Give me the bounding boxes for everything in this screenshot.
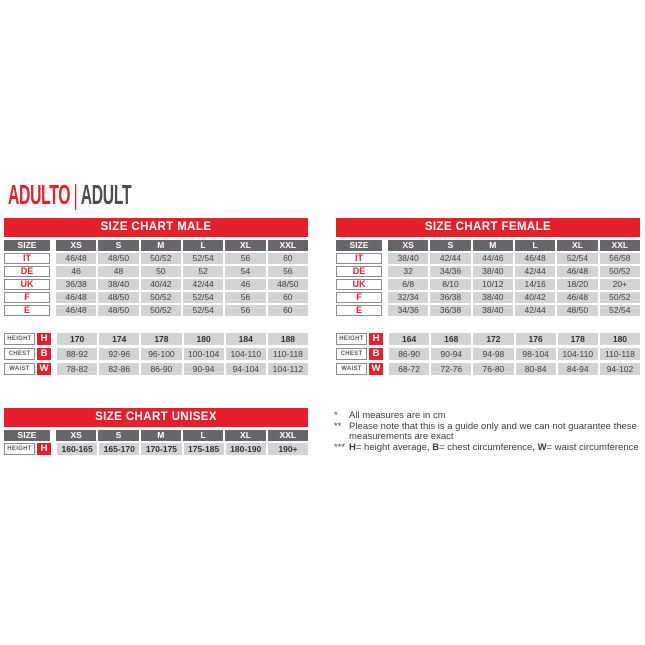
value-cell: 168: [431, 333, 471, 345]
value-cell: 60: [268, 305, 308, 316]
value-cell: 48/50: [98, 292, 138, 303]
value-cell: 76-80: [473, 363, 513, 375]
value-cell: 46/48: [56, 253, 96, 264]
footnote-segment: = waist circumference: [546, 441, 639, 453]
value-cell: 170: [57, 333, 97, 345]
value-cell: 60: [268, 292, 308, 303]
value-cell: 56: [225, 253, 265, 264]
size-chart-male-banner: SIZE CHART MALE: [4, 218, 308, 237]
value-cell: 52/54: [183, 292, 223, 303]
value-cell: 8/10: [430, 279, 470, 290]
row-values: [57, 348, 308, 360]
value-cell: 6/8: [388, 279, 428, 290]
measurement-block-gap: [336, 318, 640, 333]
column-headers: [388, 240, 640, 251]
region-label-e: E: [4, 305, 50, 316]
row-values: [388, 292, 640, 303]
value-cell: 46: [56, 266, 96, 277]
value-cell: 56: [225, 305, 265, 316]
size-chart-unisex-banner: SIZE CHART UNISEX: [4, 408, 308, 427]
value-cell: 48/50: [98, 305, 138, 316]
column-header-row: [4, 240, 308, 251]
value-cell: 86-90: [141, 363, 181, 375]
footnote-segment: Please note that this is a guide only and we can not guarantee these measurements are exact: [349, 420, 637, 442]
column-header-xxl: XXL: [600, 240, 640, 251]
row-label-col: [336, 333, 383, 345]
value-cell: 178: [141, 333, 181, 345]
value-cell: 92-96: [99, 348, 139, 360]
table-body: [336, 253, 640, 375]
value-cell: 184: [226, 333, 266, 345]
value-cell: 80-84: [516, 363, 556, 375]
value-cell: 104-112: [268, 363, 308, 375]
size-row-de: [4, 266, 308, 277]
measure-label-chest: CHEST: [336, 348, 367, 360]
row-values: [388, 253, 640, 264]
measure-label-chest: CHEST: [4, 348, 35, 360]
column-headers: [56, 430, 308, 441]
measure-label-height: HEIGHT: [4, 333, 35, 345]
footnote-segment: H: [349, 441, 356, 453]
value-cell: 180: [184, 333, 224, 345]
value-cell: 20+: [600, 279, 640, 290]
value-cell: 90-94: [184, 363, 224, 375]
value-cell: 72-76: [431, 363, 471, 375]
value-cell: 18/20: [557, 279, 597, 290]
value-cell: 110-118: [600, 348, 640, 360]
column-header-xl: XL: [557, 240, 597, 251]
row-values: [57, 363, 308, 375]
value-cell: 160-165: [57, 443, 97, 455]
row-label-col: [336, 266, 382, 277]
row-values: [388, 279, 640, 290]
column-header-row: [336, 240, 640, 251]
value-cell: 100-104: [184, 348, 224, 360]
value-cell: 86-90: [389, 348, 429, 360]
value-cell: 34/36: [388, 305, 428, 316]
footnote-marker: *: [334, 410, 338, 421]
row-values: [389, 363, 640, 375]
size-row-f: [336, 292, 640, 303]
value-cell: 180-190: [226, 443, 266, 455]
value-cell: 188: [268, 333, 308, 345]
row-values: [56, 292, 308, 303]
value-cell: 165-170: [99, 443, 139, 455]
size-chart-male: [4, 218, 308, 378]
row-label-col: [336, 348, 383, 360]
title-adulto: ADULTO: [8, 179, 71, 210]
column-header-size: SIZE: [4, 240, 50, 251]
title-adult: ADULT: [80, 179, 132, 210]
value-cell: 42/44: [183, 279, 223, 290]
value-cell: 56: [268, 266, 308, 277]
column-header-row: [4, 430, 308, 441]
row-label-col: [4, 279, 50, 290]
column-header-s: S: [98, 240, 138, 251]
row-label-col: [4, 266, 50, 277]
page-title: [8, 179, 131, 211]
column-header-xxl: XXL: [268, 240, 308, 251]
column-headers: [56, 240, 308, 251]
value-cell: 52/54: [183, 253, 223, 264]
column-header-xs: XS: [388, 240, 428, 251]
value-cell: 50: [141, 266, 181, 277]
region-label-de: DE: [336, 266, 382, 277]
value-cell: 190+: [268, 443, 308, 455]
badge-b: B: [369, 348, 383, 360]
value-cell: 42/44: [515, 305, 555, 316]
value-cell: 38/40: [473, 266, 513, 277]
value-cell: 84-94: [558, 363, 598, 375]
measure-row-waist: [336, 363, 640, 375]
region-label-de: DE: [4, 266, 50, 277]
measure-label-height: HEIGHT: [336, 333, 367, 345]
footnote-marker: ***: [334, 441, 346, 453]
column-header-l: L: [515, 240, 555, 251]
value-cell: 94-98: [473, 348, 513, 360]
badge-h: H: [37, 333, 51, 345]
measure-row-height: [4, 443, 308, 455]
badge-w: W: [369, 363, 383, 375]
value-cell: 78-82: [57, 363, 97, 375]
column-header-l: L: [183, 430, 223, 441]
value-cell: 46/48: [557, 266, 597, 277]
value-cell: 104-110: [226, 348, 266, 360]
value-cell: 48/50: [98, 253, 138, 264]
size-row-uk: [4, 279, 308, 290]
footnote-text: [349, 443, 645, 454]
value-cell: 48: [98, 266, 138, 277]
column-header-xxl: XXL: [268, 430, 308, 441]
title-separator: |: [73, 179, 78, 210]
row-values: [56, 305, 308, 316]
table-body: [4, 253, 308, 375]
footnotes: [334, 411, 645, 453]
value-cell: 170-175: [141, 443, 181, 455]
footnote-marker: **: [334, 420, 342, 432]
value-cell: 46/48: [56, 292, 96, 303]
value-cell: 54: [225, 266, 265, 277]
region-label-e: E: [336, 305, 382, 316]
value-cell: 104-110: [558, 348, 598, 360]
value-cell: 88-92: [57, 348, 97, 360]
value-cell: 38/40: [388, 253, 428, 264]
column-header-size: SIZE: [4, 430, 50, 441]
value-cell: 172: [473, 333, 513, 345]
measure-label-height: HEIGHT: [4, 443, 35, 455]
value-cell: 48/50: [557, 305, 597, 316]
size-row-de: [336, 266, 640, 277]
column-header-m: M: [141, 430, 181, 441]
value-cell: 52/54: [557, 253, 597, 264]
value-cell: 38/40: [473, 292, 513, 303]
value-cell: 50/52: [600, 266, 640, 277]
measure-row-height: [336, 333, 640, 345]
value-cell: 14/16: [515, 279, 555, 290]
value-cell: 180: [600, 333, 640, 345]
footnote-2: [334, 422, 645, 443]
size-row-e: [4, 305, 308, 316]
measure-row-height: [4, 333, 308, 345]
column-header-xl: XL: [225, 240, 265, 251]
footnote-text: [349, 422, 645, 443]
value-cell: 174: [99, 333, 139, 345]
footnote-segment: W: [537, 441, 547, 453]
value-cell: 32: [388, 266, 428, 277]
row-label-col: [336, 279, 382, 290]
badge-h: H: [37, 443, 51, 455]
row-label-col: [4, 333, 51, 345]
value-cell: 48/50: [268, 279, 308, 290]
row-label-col: [4, 292, 50, 303]
value-cell: 38/40: [473, 305, 513, 316]
value-cell: 175-185: [184, 443, 224, 455]
value-cell: 50/52: [600, 292, 640, 303]
row-label-col: [336, 305, 382, 316]
column-header-size: SIZE: [336, 240, 382, 251]
value-cell: 52: [183, 266, 223, 277]
row-values: [56, 253, 308, 264]
column-header-m: M: [473, 240, 513, 251]
value-cell: 82-86: [99, 363, 139, 375]
region-label-f: F: [4, 292, 50, 303]
row-label-col: [4, 253, 50, 264]
row-label-col: [4, 443, 51, 455]
value-cell: 46: [225, 279, 265, 290]
column-header-xs: XS: [56, 240, 96, 251]
value-cell: 178: [558, 333, 598, 345]
region-label-uk: UK: [4, 279, 50, 290]
value-cell: 34/36: [430, 266, 470, 277]
value-cell: 46/48: [557, 292, 597, 303]
column-header-xl: XL: [225, 430, 265, 441]
value-cell: 36/38: [430, 305, 470, 316]
value-cell: 40/42: [141, 279, 181, 290]
footnote-segment: B: [432, 441, 440, 453]
row-values: [57, 443, 308, 455]
value-cell: 52/54: [183, 305, 223, 316]
row-label-col: [336, 253, 382, 264]
value-cell: 44/46: [473, 253, 513, 264]
value-cell: 46/48: [515, 253, 555, 264]
size-row-e: [336, 305, 640, 316]
value-cell: 176: [516, 333, 556, 345]
badge-b: B: [37, 348, 51, 360]
column-header-xs: XS: [56, 430, 96, 441]
row-values: [57, 333, 308, 345]
column-header-s: S: [430, 240, 470, 251]
value-cell: 32/34: [388, 292, 428, 303]
value-cell: 38/40: [98, 279, 138, 290]
value-cell: 110-118: [268, 348, 308, 360]
size-chart-female: [336, 218, 640, 378]
row-values: [389, 348, 640, 360]
row-label-col: [336, 363, 383, 375]
measure-row-waist: [4, 363, 308, 375]
footnote-segment: = height average,: [355, 441, 433, 453]
region-label-f: F: [336, 292, 382, 303]
row-label-col: [4, 305, 50, 316]
size-row-uk: [336, 279, 640, 290]
row-label-col: [4, 348, 51, 360]
value-cell: 42/44: [515, 266, 555, 277]
value-cell: 60: [268, 253, 308, 264]
measure-label-waist: WAIST: [336, 363, 367, 375]
value-cell: 52/54: [600, 305, 640, 316]
value-cell: 94-102: [600, 363, 640, 375]
measure-row-chest: [336, 348, 640, 360]
measure-row-chest: [4, 348, 308, 360]
footnote-segment: All measures are in cm: [349, 410, 446, 421]
value-cell: 42/44: [430, 253, 470, 264]
value-cell: 164: [389, 333, 429, 345]
size-chart-female-banner: SIZE CHART FEMALE: [336, 218, 640, 237]
badge-w: W: [37, 363, 51, 375]
column-header-l: L: [183, 240, 223, 251]
column-header-s: S: [98, 430, 138, 441]
value-cell: 56: [225, 292, 265, 303]
measurement-block-gap: [4, 318, 308, 333]
measure-label-waist: WAIST: [4, 363, 35, 375]
value-cell: 36/38: [56, 279, 96, 290]
value-cell: 94-104: [226, 363, 266, 375]
value-cell: 50/52: [141, 292, 181, 303]
footnote-3: [334, 443, 645, 454]
row-label-col: [4, 363, 51, 375]
row-label-col: [336, 292, 382, 303]
region-label-it: IT: [4, 253, 50, 264]
table-body: [4, 443, 308, 455]
value-cell: 96-100: [141, 348, 181, 360]
row-values: [388, 305, 640, 316]
value-cell: 98-104: [516, 348, 556, 360]
value-cell: 50/52: [141, 253, 181, 264]
value-cell: 36/38: [430, 292, 470, 303]
size-row-f: [4, 292, 308, 303]
size-row-it: [4, 253, 308, 264]
value-cell: 56/58: [600, 253, 640, 264]
badge-h: H: [369, 333, 383, 345]
value-cell: 10/12: [473, 279, 513, 290]
value-cell: 46/48: [56, 305, 96, 316]
row-values: [388, 266, 640, 277]
value-cell: 50/52: [141, 305, 181, 316]
size-row-it: [336, 253, 640, 264]
row-values: [389, 333, 640, 345]
value-cell: 40/42: [515, 292, 555, 303]
row-values: [56, 266, 308, 277]
column-header-m: M: [141, 240, 181, 251]
region-label-it: IT: [336, 253, 382, 264]
region-label-uk: UK: [336, 279, 382, 290]
value-cell: 68-72: [389, 363, 429, 375]
row-values: [56, 279, 308, 290]
size-chart-unisex: [4, 408, 308, 458]
value-cell: 90-94: [431, 348, 471, 360]
footnote-segment: = chest circumference,: [439, 441, 538, 453]
